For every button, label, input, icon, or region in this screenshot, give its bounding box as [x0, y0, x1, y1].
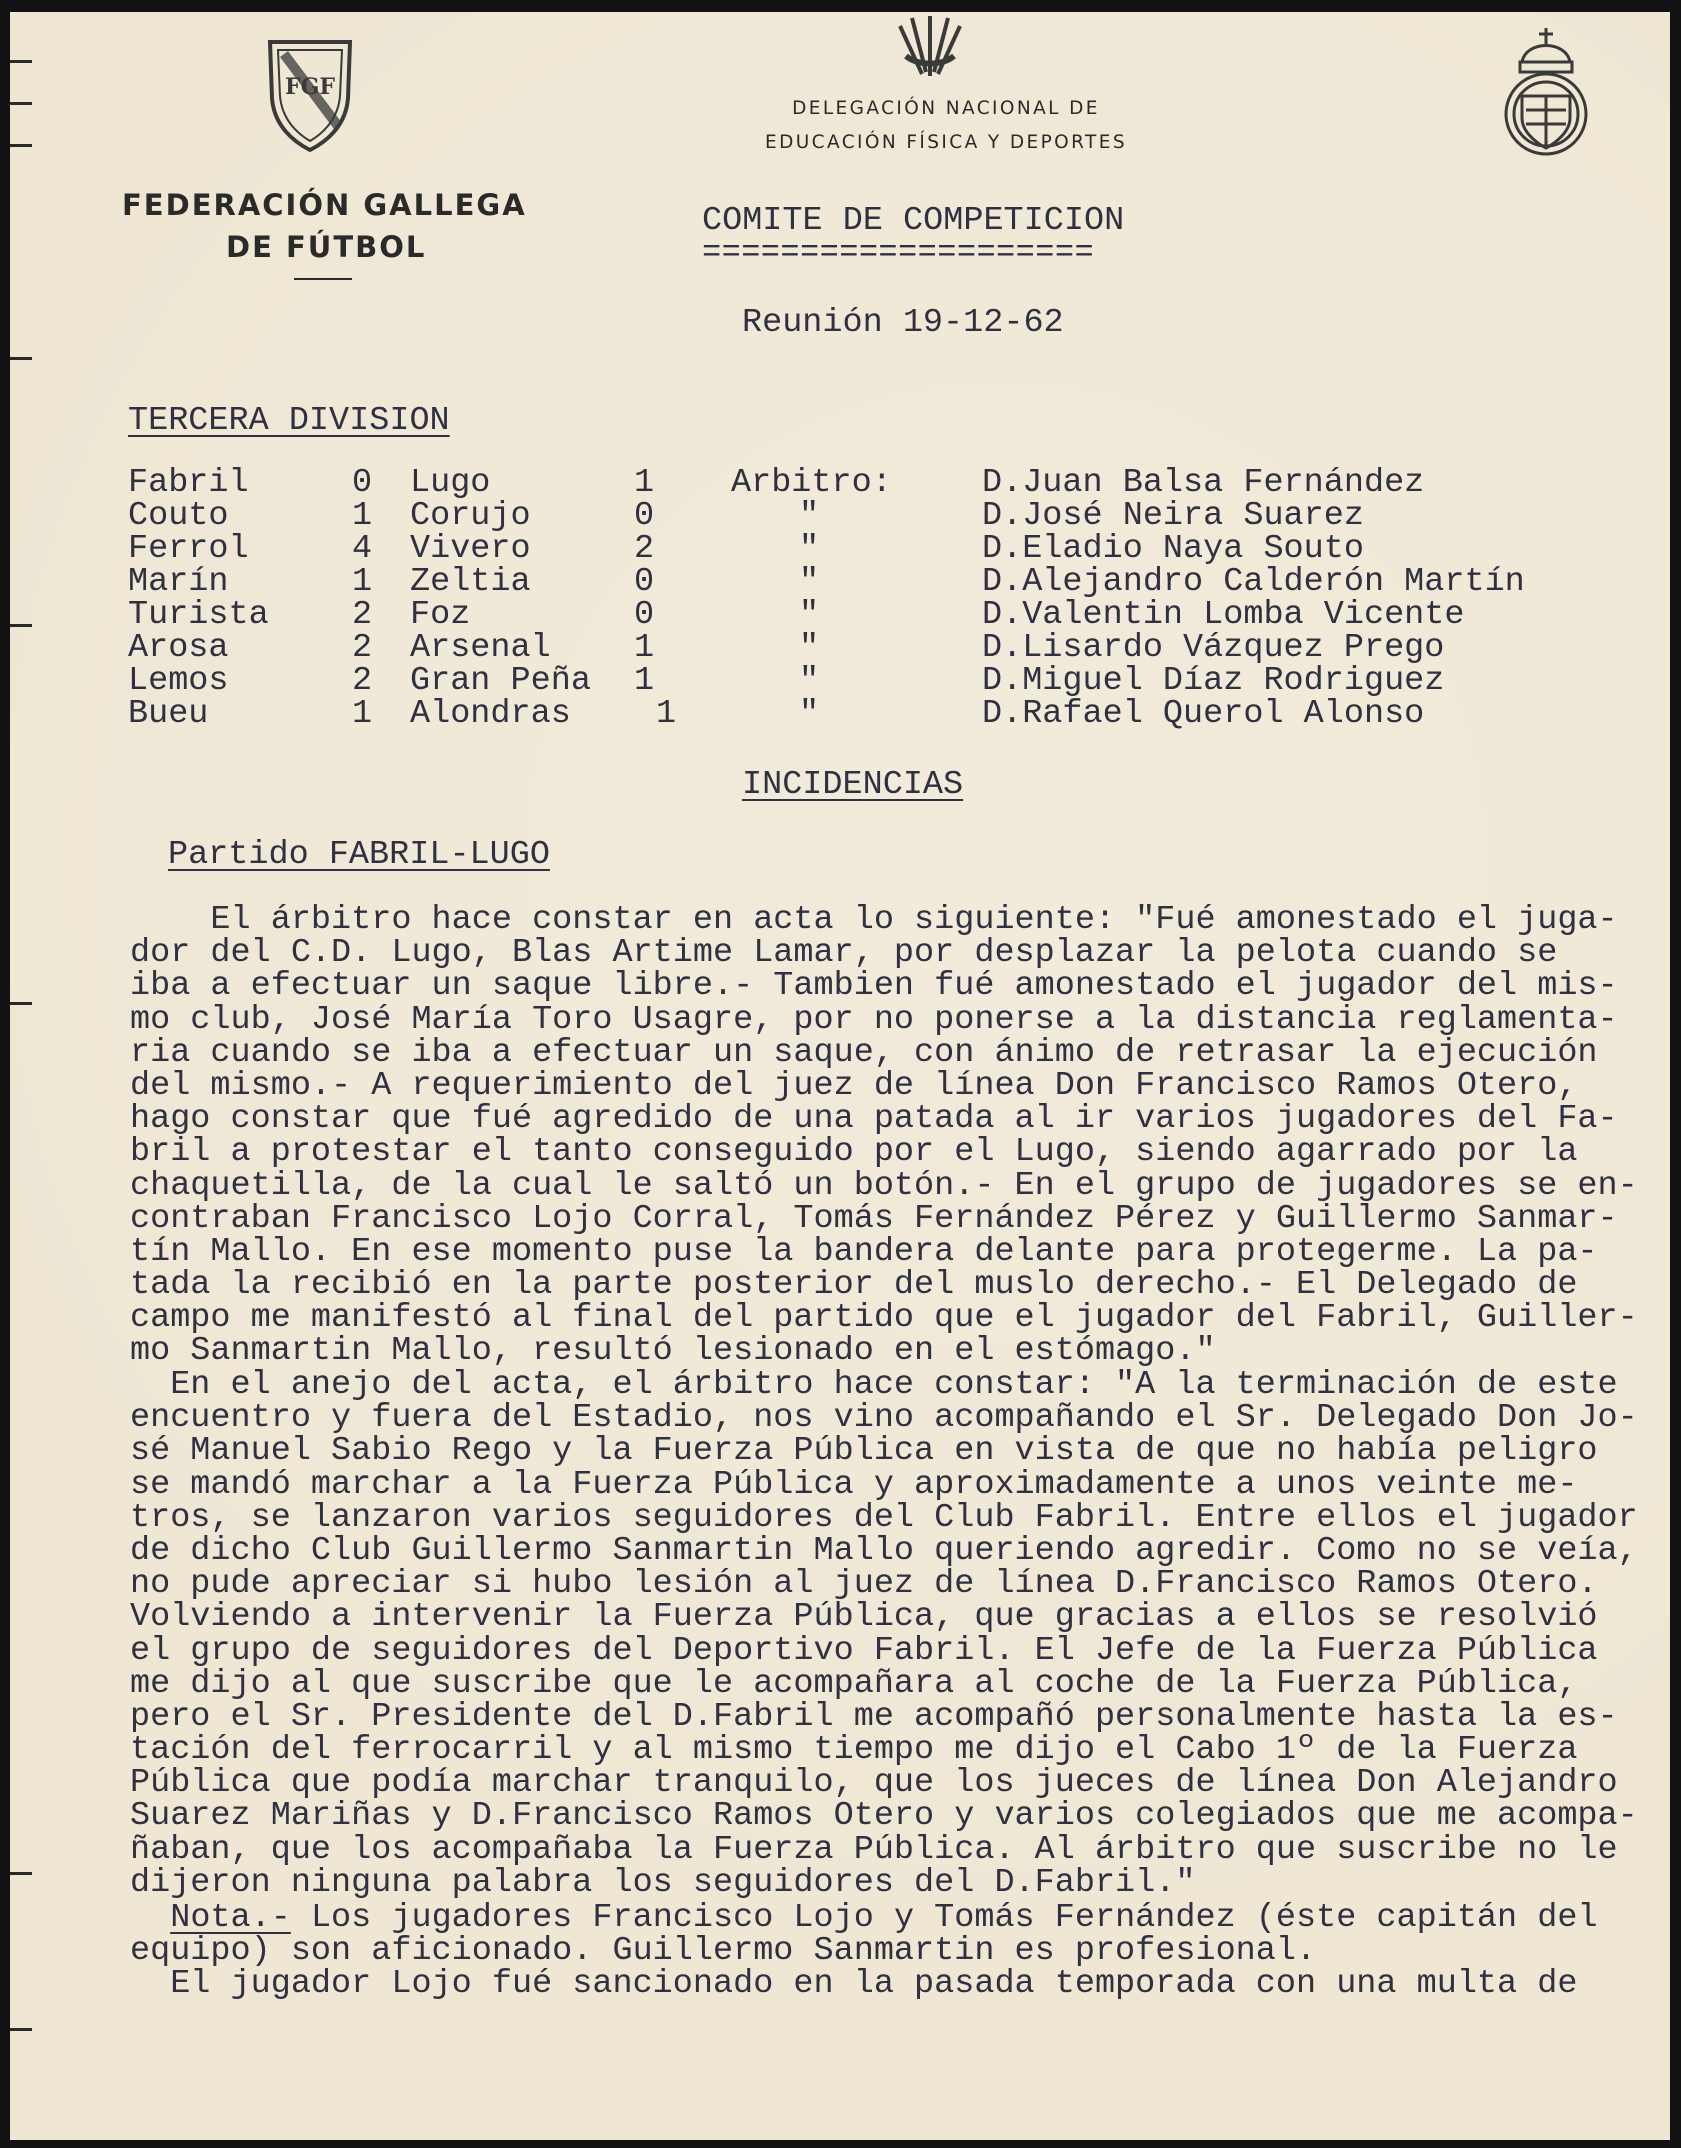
nota-paragraph [130, 1899, 1650, 2004]
home-score: 1 [352, 695, 373, 733]
division-title: TERCERA DIVISION [128, 402, 450, 440]
document-page [10, 12, 1670, 2140]
text-line: El jugador Lojo fué sancionado en la pasada temporada con una multa de [130, 1965, 1578, 2004]
away-score: 0 [634, 596, 655, 634]
text-line: ñaban, que los acompañaba la Fuerza Pública. Al árbitro que suscribe no le [130, 1830, 1618, 1869]
table-row [128, 698, 1525, 731]
home-score: 0 [352, 464, 373, 502]
text-line: Volviendo a intervenir la Fuerza Pública, que gracias a ellos se resolvió [130, 1598, 1598, 1637]
margin-mark [10, 624, 32, 627]
referee-name: D.Alejandro Calderón Martín [982, 563, 1525, 601]
results-table [128, 464, 1525, 733]
referee-name: D.Juan Balsa Fernández [982, 464, 1425, 502]
referee-ditto-mark: " [799, 629, 820, 667]
margin-mark [10, 1002, 32, 1005]
royal-crown-crest-logo [1486, 18, 1606, 168]
home-score: 2 [352, 629, 373, 667]
committee-title-rule: ==================== [702, 234, 1095, 271]
nota-label: Nota.- [170, 1899, 291, 1937]
away-team: Foz [410, 596, 471, 634]
text-line: del mismo.- A requerimiento del juez de línea Don Francisco Ramos Otero, [130, 1066, 1578, 1105]
text-line: En el anejo del acta, el árbitro hace constar: "A la terminación de este [130, 1366, 1618, 1404]
away-team: Gran Peña [410, 662, 591, 700]
text-line: chaquetilla, de la cual le saltó un botón.- En el grupo de jugadores se en- [130, 1166, 1638, 1205]
text-line: pero el Sr. Presidente del D.Fabril me acompañó personalmente hasta la es- [130, 1697, 1618, 1736]
table-row [128, 467, 1525, 500]
home-team: Turista [128, 596, 269, 634]
arrows-emblem-logo [892, 12, 968, 80]
text-line: tación del ferrocarril y al mismo tiempo me dijo el Cabo 1º de la Fuerza [130, 1731, 1578, 1770]
away-team: Vivero [410, 530, 531, 568]
federation-name-line2: DE FÚTBOL [226, 230, 427, 264]
margin-mark [10, 144, 32, 147]
text-line: se mandó marchar a la Fuerza Pública y aproximadamente a unos veinte me- [130, 1465, 1578, 1504]
referee-name: D.Miguel Díaz Rodriguez [982, 662, 1445, 700]
text-line: contraban Francisco Lojo Corral, Tomás Fernández Pérez y Guillermo Sanmar- [130, 1199, 1618, 1238]
referee-label: Arbitro: [731, 464, 892, 502]
text-line: El árbitro hace constar en acta lo siguiente: "Fué amonestado el juga- [130, 901, 1618, 939]
margin-mark [10, 357, 32, 360]
table-row [128, 566, 1525, 599]
away-score: 2 [634, 530, 655, 568]
table-row [128, 665, 1525, 698]
annex-report-paragraph [130, 1366, 1650, 1902]
meeting-date: Reunión 19-12-62 [742, 304, 1064, 342]
table-row [128, 533, 1525, 566]
text-line: mo club, José María Toro Usagre, por no ponerse a la distancia reglamenta- [130, 1000, 1618, 1039]
referee-name: D.Eladio Naya Souto [982, 530, 1364, 568]
table-row [128, 599, 1525, 632]
text-line: equipo) son aficionado. Guillermo Sanmartin es profesional. [130, 1932, 1317, 1971]
text-line: tín Mallo. En ese momento puse la bandera delante para protegerme. La pa- [130, 1232, 1598, 1271]
away-team: Arsenal [410, 629, 551, 667]
federation-underline [294, 278, 352, 280]
referee-ditto-mark: " [799, 497, 820, 535]
text-line: Suarez Mariñas y D.Francisco Ramos Otero y varios colegiados que me acompa- [130, 1797, 1638, 1836]
home-team: Marín [128, 563, 229, 601]
text-line: dor del C.D. Lugo, Blas Artime Lamar, por desplazar la pelota cuando se [130, 934, 1558, 973]
text-line: dijeron ninguna palabra los seguidores del D.Fabril." [130, 1863, 1196, 1902]
match-title: Partido FABRIL-LUGO [168, 836, 550, 874]
away-score: 1 [634, 662, 655, 700]
home-score: 1 [352, 497, 373, 535]
home-team: Ferrol [128, 530, 249, 568]
home-team: Couto [128, 497, 229, 535]
text-line: ria cuando se iba a efectuar un saque, con ánimo de retrasar la ejecución [130, 1033, 1598, 1072]
home-score: 2 [352, 596, 373, 634]
referee-name: D.Rafael Querol Alonso [982, 695, 1425, 733]
text-line: sé Manuel Sabio Rego y la Fuerza Pública en vista de que no había peligro [130, 1432, 1598, 1471]
text-line: no pude apreciar si hubo lesión al juez de línea D.Francisco Ramos Otero. [130, 1565, 1598, 1604]
text-line: Pública que podía marchar tranquilo, que los jueces de línea Don Alejandro [130, 1764, 1618, 1803]
text-line: tada la recibió en la parte posterior del muslo derecho.- El Delegado de [130, 1266, 1578, 1305]
text-line: hago constar que fué agredido de una patada al ir varios jugadores del Fa- [130, 1100, 1618, 1139]
referee-report-paragraph [130, 901, 1650, 1371]
home-score: 2 [352, 662, 373, 700]
text-line [130, 1899, 1650, 1937]
referee-name: D.Lisardo Vázquez Prego [982, 629, 1445, 667]
text-line: mo Sanmartin Mallo, resultó lesionado en el estómago." [130, 1332, 1216, 1371]
incidents-title: INCIDENCIAS [742, 766, 964, 804]
federation-crest-logo [262, 36, 358, 154]
margin-mark [10, 102, 32, 105]
referee-ditto-mark: " [799, 662, 820, 700]
referee-name: D.José Neira Suarez [982, 497, 1364, 535]
home-team: Arosa [128, 629, 229, 667]
text-line: campo me manifestó al final del partido que el jugador del Fabril, Guiller- [130, 1299, 1638, 1338]
away-team: Zeltia [410, 563, 531, 601]
referee-ditto-mark: " [799, 695, 820, 733]
table-row [128, 632, 1525, 665]
text-line: de dicho Club Guillermo Sanmartin Mallo queriendo agredir. Como no se veía, [130, 1531, 1638, 1570]
away-team: Lugo [410, 464, 491, 502]
committee-title: COMITE DE COMPETICION [702, 202, 1125, 240]
text-line: tros, se lanzaron varios seguidores del Club Fabril. Entre ellos el jugador [130, 1498, 1638, 1537]
away-score: 1 [634, 629, 655, 667]
text-line: me dijo al que suscribe que le acompañara al coche de la Fuerza Pública, [130, 1664, 1578, 1703]
away-score: 1 [656, 695, 677, 733]
away-team: Alondras [410, 695, 571, 733]
away-score: 0 [634, 563, 655, 601]
margin-mark [10, 60, 32, 63]
home-team: Lemos [128, 662, 229, 700]
text-line: encuentro y fuera del Estadio, nos vino acompañando el Sr. Delegado Don Jo- [130, 1399, 1638, 1438]
delegation-line1: DELEGACIÓN NACIONAL DE [792, 98, 1100, 119]
delegation-line2: EDUCACIÓN FÍSICA Y DEPORTES [764, 132, 1127, 153]
text-line: el grupo de seguidores del Deportivo Fabril. El Jefe de la Fuerza Pública [130, 1631, 1598, 1670]
away-team: Corujo [410, 497, 531, 535]
referee-ditto-mark: " [799, 563, 820, 601]
text-line: bril a protestar el tanto conseguido por el Lugo, siendo agarrado por la [130, 1133, 1578, 1172]
home-score: 4 [352, 530, 373, 568]
text-line: iba a efectuar un saque libre.- Tambien fué amonestado el jugador del mis- [130, 967, 1618, 1006]
away-score: 0 [634, 497, 655, 535]
referee-ditto-mark: " [799, 530, 820, 568]
referee-ditto-mark: " [799, 596, 820, 634]
referee-name: D.Valentin Lomba Vicente [982, 596, 1465, 634]
home-score: 1 [352, 563, 373, 601]
home-team: Bueu [128, 695, 209, 733]
away-score: 1 [634, 464, 655, 502]
margin-mark [10, 1872, 32, 1875]
table-row [128, 500, 1525, 533]
margin-mark [10, 2028, 32, 2031]
nota-text: Los jugadores Francisco Lojo y Tomás Fernández (éste capitán del [290, 1899, 1598, 1937]
home-team: Fabril [128, 464, 249, 502]
svg-text:FGF: FGF [284, 74, 336, 100]
federation-name-line1: FEDERACIÓN GALLEGA [122, 188, 527, 222]
